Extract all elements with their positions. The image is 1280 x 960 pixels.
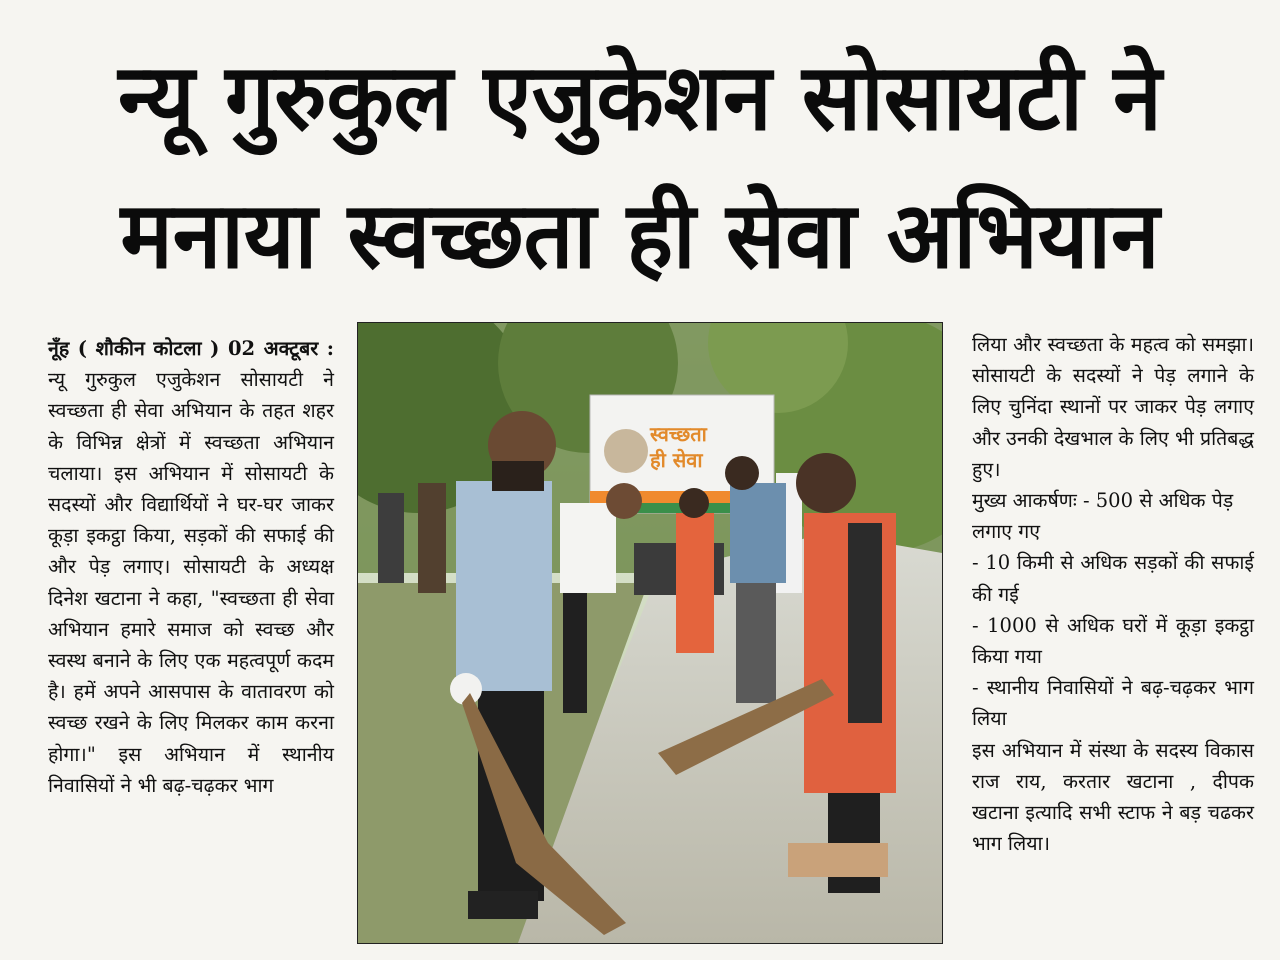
person-white-shirt-legs xyxy=(563,593,587,713)
woman-dupatta xyxy=(848,523,882,723)
highlight-item: - स्थानीय निवासियों ने बढ़-चढ़कर भाग लिया xyxy=(972,676,1254,731)
banner-subtitle: ही सेवा xyxy=(650,448,703,472)
article-column-left xyxy=(48,333,334,801)
person-white-shirt xyxy=(560,503,616,593)
person-orange-girl xyxy=(676,513,714,653)
article-right-body: लिया और स्वच्छता के महत्व को समझा। सोसायटी के सदस्यों ने पेड़ लगाने के लिए चुनिंदा स्थानों पर जाकर पेड़ लगाए और उनकी देखभाल के लिए भी प्रतिबद्ध हुए। xyxy=(972,333,1254,481)
person-blue-shirt xyxy=(730,483,786,583)
article-closing: इस अभियान में संस्था के सदस्य विकास राज राय, करतार खटाना , दीपक खटाना इत्यादि सभी स्टाफ ने बड़ चढकर भाग लिया। xyxy=(972,738,1254,856)
banner-title: स्वच्छता xyxy=(650,422,707,446)
news-photo xyxy=(357,322,943,944)
highlight-item: - 1000 से अधिक घरों में कूड़ा इकट्ठा किया गया xyxy=(972,613,1254,669)
person-white-shirt-head xyxy=(606,483,642,519)
person-bg-2 xyxy=(418,483,446,593)
article-left-paragraph xyxy=(48,333,334,801)
highlights-intro: मुख्य आकर्षणः - 500 से अधिक पेड़ लगाए गए xyxy=(972,489,1234,544)
article-left-body: न्यू गुरुकुल एजुकेशन सोसायटी ने स्वच्छता ही सेवा अभियान के तहत शहर के विभिन्न क्षेत्रों में स्वच्छता अभियान चलाया। इस अभियान में सोसायटी के सदस्यों और विद्यार्थियों ने घर-घर जाकर कूड़ा इकट्ठा किया, सड़कों की सफाई की और पेड़ लगाए। सोसायटी के अध्यक्ष दिनेश खटाना ने कहा, "स्वच्छता ही सेवा अभियान हमारे समाज को स्वच्छ और स्वस्थ बनाने के लिए एक महत्वपूर्ण कदम है। हमें अपने आसपास के वातावरण को स्वच्छ रखने के लिए मिलकर काम करना होगा।" इस अभियान में स्थानीय निवासियों ने भी बढ़-चढ़कर भाग xyxy=(48,368,334,797)
dateline: नूँह ( शौकीन कोटला ) 02 अक्टूबर : xyxy=(48,337,334,360)
headline-line-1: न्यू गुरुकुल एजुकेशन सोसायटी ने xyxy=(118,44,1162,151)
man-shoes xyxy=(468,891,538,919)
woman-head xyxy=(796,453,856,513)
headline-line-2: मनाया स्वच्छता ही सेवा अभियान xyxy=(120,182,1160,289)
highlight-item: - 10 किमी से अधिक सड़कों की सफाई की गई xyxy=(972,551,1254,606)
person-bg-1 xyxy=(378,493,404,583)
article-column-right xyxy=(972,329,1254,859)
banner-portrait xyxy=(604,429,648,473)
person-blue-shirt-head xyxy=(725,456,759,490)
man-beard xyxy=(492,461,544,491)
woman-sandals xyxy=(788,843,888,877)
person-blue-shirt-legs xyxy=(736,583,776,703)
person-orange-girl-head xyxy=(679,488,709,518)
man-grey-tshirt xyxy=(456,481,552,691)
